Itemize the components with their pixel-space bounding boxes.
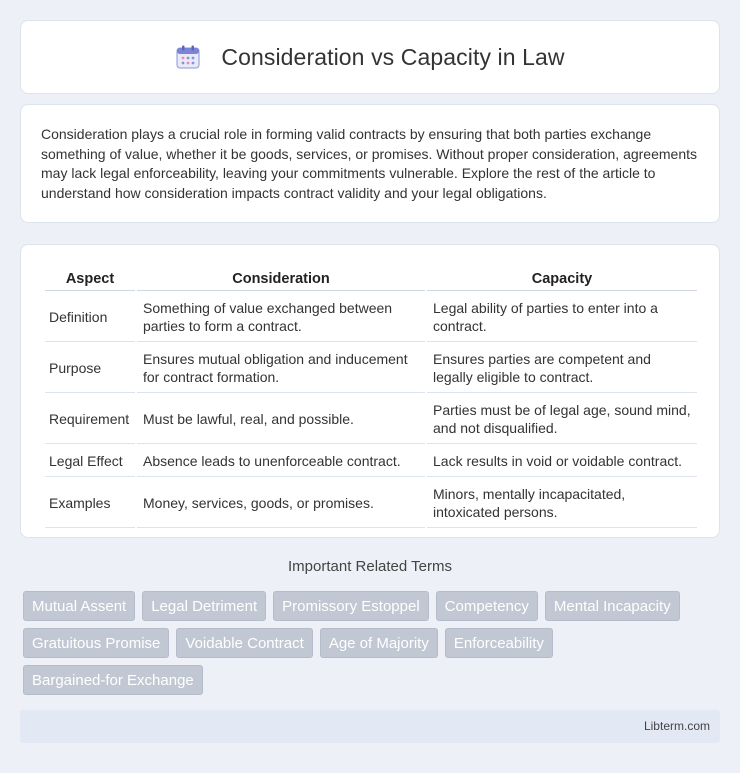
calendar-icon bbox=[175, 44, 201, 70]
table-row bbox=[45, 479, 697, 528]
aspect-cell: Examples bbox=[45, 479, 135, 528]
consideration-cell: Absence leads to unenforceable contract. bbox=[137, 446, 425, 477]
table-row bbox=[45, 344, 697, 393]
capacity-cell: Ensures parties are competent and legally eligible to contract. bbox=[427, 344, 697, 393]
header bbox=[175, 44, 564, 71]
comparison-table-card bbox=[20, 244, 720, 538]
aspect-cell: Requirement bbox=[45, 395, 135, 444]
related-term-tag[interactable]: Voidable Contract bbox=[176, 628, 312, 658]
related-term-tag[interactable]: Competency bbox=[436, 591, 538, 621]
header-consideration: Consideration bbox=[137, 269, 425, 291]
page-title: Consideration vs Capacity in Law bbox=[221, 43, 565, 70]
comparison-table bbox=[43, 267, 699, 530]
table-header-row bbox=[45, 269, 697, 291]
capacity-cell: Legal ability of parties to enter into a contract. bbox=[427, 293, 697, 342]
footer-site-link[interactable]: Libterm.com bbox=[643, 719, 710, 733]
related-term-tag[interactable]: Legal Detriment bbox=[142, 591, 266, 621]
related-term-tag[interactable]: Mental Incapacity bbox=[545, 591, 680, 621]
aspect-cell: Legal Effect bbox=[45, 446, 135, 477]
header-card bbox=[20, 20, 720, 94]
table-row bbox=[45, 395, 697, 444]
intro-card bbox=[20, 104, 720, 223]
related-term-tag[interactable]: Enforceability bbox=[445, 628, 553, 658]
consideration-cell: Something of value exchanged between parties to form a contract. bbox=[137, 293, 425, 342]
consideration-cell: Ensures mutual obligation and inducement for contract formation. bbox=[137, 344, 425, 393]
related-terms-title: Important Related Terms bbox=[288, 558, 452, 575]
capacity-cell: Minors, mentally incapacitated, intoxicated persons. bbox=[427, 479, 697, 528]
related-term-tag[interactable]: Gratuitous Promise bbox=[23, 628, 169, 658]
consideration-cell: Money, services, goods, or promises. bbox=[137, 479, 425, 528]
related-term-tag[interactable]: Promissory Estoppel bbox=[273, 591, 429, 621]
consideration-cell: Must be lawful, real, and possible. bbox=[137, 395, 425, 444]
aspect-cell: Purpose bbox=[45, 344, 135, 393]
related-term-tag[interactable]: Age of Majority bbox=[320, 628, 438, 658]
intro-text: Consideration plays a crucial role in forming valid contracts by ensuring that both parties exchange something of value, whether it be goods, services, or promises. Without proper consideration, agreements may lack legal enforceability, leaving your commitments vulnerable. Explore the rest of the article to understand how consideration impacts contract validity and your legal obligations. bbox=[41, 126, 697, 201]
header-aspect: Aspect bbox=[45, 269, 135, 291]
capacity-cell: Parties must be of legal age, sound mind, and not disqualified. bbox=[427, 395, 697, 444]
table-row bbox=[45, 446, 697, 477]
related-term-tag[interactable]: Bargained-for Exchange bbox=[23, 665, 203, 695]
header-capacity: Capacity bbox=[427, 269, 697, 291]
aspect-cell: Definition bbox=[45, 293, 135, 342]
related-term-tag[interactable]: Mutual Assent bbox=[23, 591, 135, 621]
related-terms-list bbox=[23, 591, 723, 702]
capacity-cell: Lack results in void or voidable contract. bbox=[427, 446, 697, 477]
footer bbox=[20, 710, 720, 743]
table-row bbox=[45, 293, 697, 342]
